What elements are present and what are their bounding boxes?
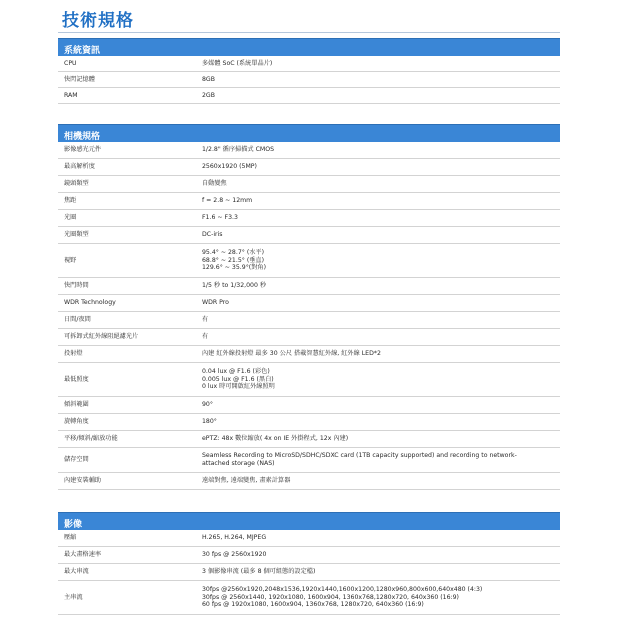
spec-row bbox=[58, 547, 560, 564]
spec-value bbox=[202, 142, 560, 158]
spec-value bbox=[202, 414, 560, 430]
spec-value-line: 129.6° ~ 35.9°(對角) bbox=[202, 264, 266, 272]
spec-value bbox=[202, 159, 560, 175]
spec-value-line: 180° bbox=[202, 418, 217, 426]
spec-row bbox=[58, 295, 560, 312]
spec-value bbox=[202, 176, 560, 192]
spec-value-line: ePTZ: 48x 數位縮放( 4x on IE 外掛程式, 12x 內建) bbox=[202, 435, 349, 443]
spec-value bbox=[202, 564, 560, 580]
spec-value-line: 多媒體 SoC (系統單晶片) bbox=[202, 59, 273, 67]
spec-row bbox=[58, 210, 560, 227]
spec-row bbox=[58, 72, 560, 88]
spec-value-line: H.265, H.264, MJPEG bbox=[202, 534, 267, 542]
spec-value-line: F1.6 ~ F3.3 bbox=[202, 214, 238, 222]
spec-label: 平移/傾斜/縮放功能 bbox=[64, 435, 118, 443]
spec-value-line: 95.4° ~ 28.7° (水平) bbox=[202, 249, 265, 257]
spec-value-line: 2GB bbox=[202, 91, 215, 99]
spec-row bbox=[58, 88, 560, 104]
spec-label: 可拆卸式紅外線阻絕濾光片 bbox=[64, 333, 139, 341]
spec-value bbox=[202, 346, 560, 362]
spec-value-line: 內建 紅外線投射燈 最多 30 公尺 搭載智慧紅外線, 紅外線 LED*2 bbox=[202, 350, 381, 358]
spec-value bbox=[202, 547, 560, 563]
spec-row bbox=[58, 564, 560, 581]
spec-label: CPU bbox=[64, 59, 77, 67]
spec-row bbox=[58, 227, 560, 244]
spec-value bbox=[202, 56, 560, 71]
spec-row bbox=[58, 56, 560, 72]
spec-row bbox=[58, 176, 560, 193]
spec-value bbox=[202, 397, 560, 413]
spec-value-line: 遠端對焦, 遠端變焦, 畫素計算器 bbox=[202, 477, 291, 485]
spec-value bbox=[202, 530, 560, 546]
spec-value bbox=[202, 312, 560, 328]
spec-label: 壓縮 bbox=[64, 534, 77, 542]
spec-row bbox=[58, 278, 560, 295]
spec-label: 視野 bbox=[64, 256, 77, 264]
spec-value bbox=[202, 72, 560, 87]
spec-value-line: 3 個影像串流 (最多 8 個可組態的設定檔) bbox=[202, 568, 316, 576]
spec-row bbox=[58, 363, 560, 397]
spec-value-line: 0.04 lux @ F1.6 (彩色) bbox=[202, 368, 270, 376]
spec-value bbox=[202, 278, 560, 294]
spec-value bbox=[202, 244, 560, 277]
title-divider bbox=[58, 32, 560, 33]
spec-value-line: 0 lux 時可開啟紅外線照明 bbox=[202, 383, 275, 391]
spec-row bbox=[58, 142, 560, 159]
spec-label: 儲存空間 bbox=[64, 456, 89, 464]
spec-row bbox=[58, 473, 560, 490]
spec-row bbox=[58, 193, 560, 210]
spec-label: 最大畫格速率 bbox=[64, 551, 102, 559]
spec-value-line: 0.005 lux @ F1.6 (黑白) bbox=[202, 375, 274, 383]
spec-value-line: 2560x1920 (5MP) bbox=[202, 163, 257, 171]
spec-value-line: attached storage (NAS) bbox=[202, 460, 275, 467]
spec-label: 影像感光元件 bbox=[64, 146, 102, 154]
page-title: 技術規格 bbox=[62, 11, 134, 31]
spec-label: 鏡頭類型 bbox=[64, 180, 89, 188]
section-header: 系統資訊 bbox=[58, 38, 560, 56]
spec-row bbox=[58, 312, 560, 329]
spec-label: 最低照度 bbox=[64, 375, 89, 383]
spec-row bbox=[58, 581, 560, 615]
spec-value-line: 有 bbox=[202, 333, 209, 341]
section-header: 影像 bbox=[58, 512, 560, 530]
spec-row bbox=[58, 530, 560, 547]
spec-value bbox=[202, 210, 560, 226]
section-camera-specs bbox=[58, 124, 560, 490]
spec-label: RAM bbox=[64, 91, 78, 99]
spec-label: 快閃記憶體 bbox=[64, 75, 95, 83]
spec-label: 光圈 bbox=[64, 214, 77, 222]
spec-value-line: 自動變焦 bbox=[202, 180, 227, 188]
spec-label: 快門時間 bbox=[64, 282, 89, 290]
spec-value-line: 有 bbox=[202, 316, 209, 324]
section-header: 相機規格 bbox=[58, 124, 560, 142]
spec-value-line: f = 2.8 ~ 12mm bbox=[202, 197, 253, 205]
spec-value-line: Seamless Recording to MicroSD/SDHC/SDXC card (1TB capacity supported) and recording to network- bbox=[202, 452, 517, 460]
spec-value-line: DC-iris bbox=[202, 231, 223, 239]
spec-label: 焦距 bbox=[64, 197, 77, 205]
spec-row bbox=[58, 397, 560, 414]
spec-value bbox=[202, 329, 560, 345]
spec-value bbox=[202, 227, 560, 243]
spec-label: 投射燈 bbox=[64, 350, 83, 358]
spec-value-line: 30fps @ 2560x1440, 1920x1080, 1600x904, 1360x768,1280x720, 640x360 (16:9) bbox=[202, 593, 459, 601]
spec-value-line: 1/2.8" 循序掃描式 CMOS bbox=[202, 146, 275, 154]
spec-label: 旋轉角度 bbox=[64, 418, 89, 426]
spec-value-line: 60 fps @ 1920x1080, 1600x904, 1360x768, 1280x720, 640x360 (16:9) bbox=[202, 601, 424, 609]
spec-value-line: 30 fps @ 2560x1920 bbox=[202, 551, 267, 559]
spec-value-line: 90° bbox=[202, 401, 213, 409]
spec-row bbox=[58, 448, 560, 473]
spec-label: 日間/夜間 bbox=[64, 316, 91, 324]
spec-label: WDR Technology bbox=[64, 299, 116, 307]
spec-value bbox=[202, 473, 560, 489]
spec-value bbox=[202, 431, 560, 447]
spec-value bbox=[202, 448, 560, 472]
spec-row bbox=[58, 329, 560, 346]
spec-value-line: 68.8° ~ 21.5° (垂直) bbox=[202, 256, 265, 264]
spec-value bbox=[202, 88, 560, 103]
spec-label: 主串流 bbox=[64, 593, 83, 601]
spec-row bbox=[58, 346, 560, 363]
spec-value-line: 30fps @2560x1920,2048x1536,1920x1440,1600x1200,1280x960,800x600,640x480 (4:3) bbox=[202, 586, 483, 594]
spec-value bbox=[202, 193, 560, 209]
spec-row bbox=[58, 431, 560, 448]
spec-label: 傾斜範圍 bbox=[64, 401, 89, 409]
spec-row bbox=[58, 159, 560, 176]
spec-value-line: WDR Pro bbox=[202, 299, 229, 307]
spec-label: 光圈類型 bbox=[64, 231, 89, 239]
section-system-info bbox=[58, 38, 560, 104]
spec-row bbox=[58, 414, 560, 431]
spec-value-line: 8GB bbox=[202, 75, 215, 83]
spec-value bbox=[202, 363, 560, 396]
spec-label: 最高解析度 bbox=[64, 163, 95, 171]
spec-value-line: 1/5 秒 to 1/32,000 秒 bbox=[202, 282, 267, 290]
spec-label: 內建安裝輔助 bbox=[64, 477, 102, 485]
section-video bbox=[58, 512, 560, 615]
spec-row bbox=[58, 244, 560, 278]
spec-label: 最大串流 bbox=[64, 568, 89, 576]
spec-value bbox=[202, 581, 560, 614]
spec-value bbox=[202, 295, 560, 311]
